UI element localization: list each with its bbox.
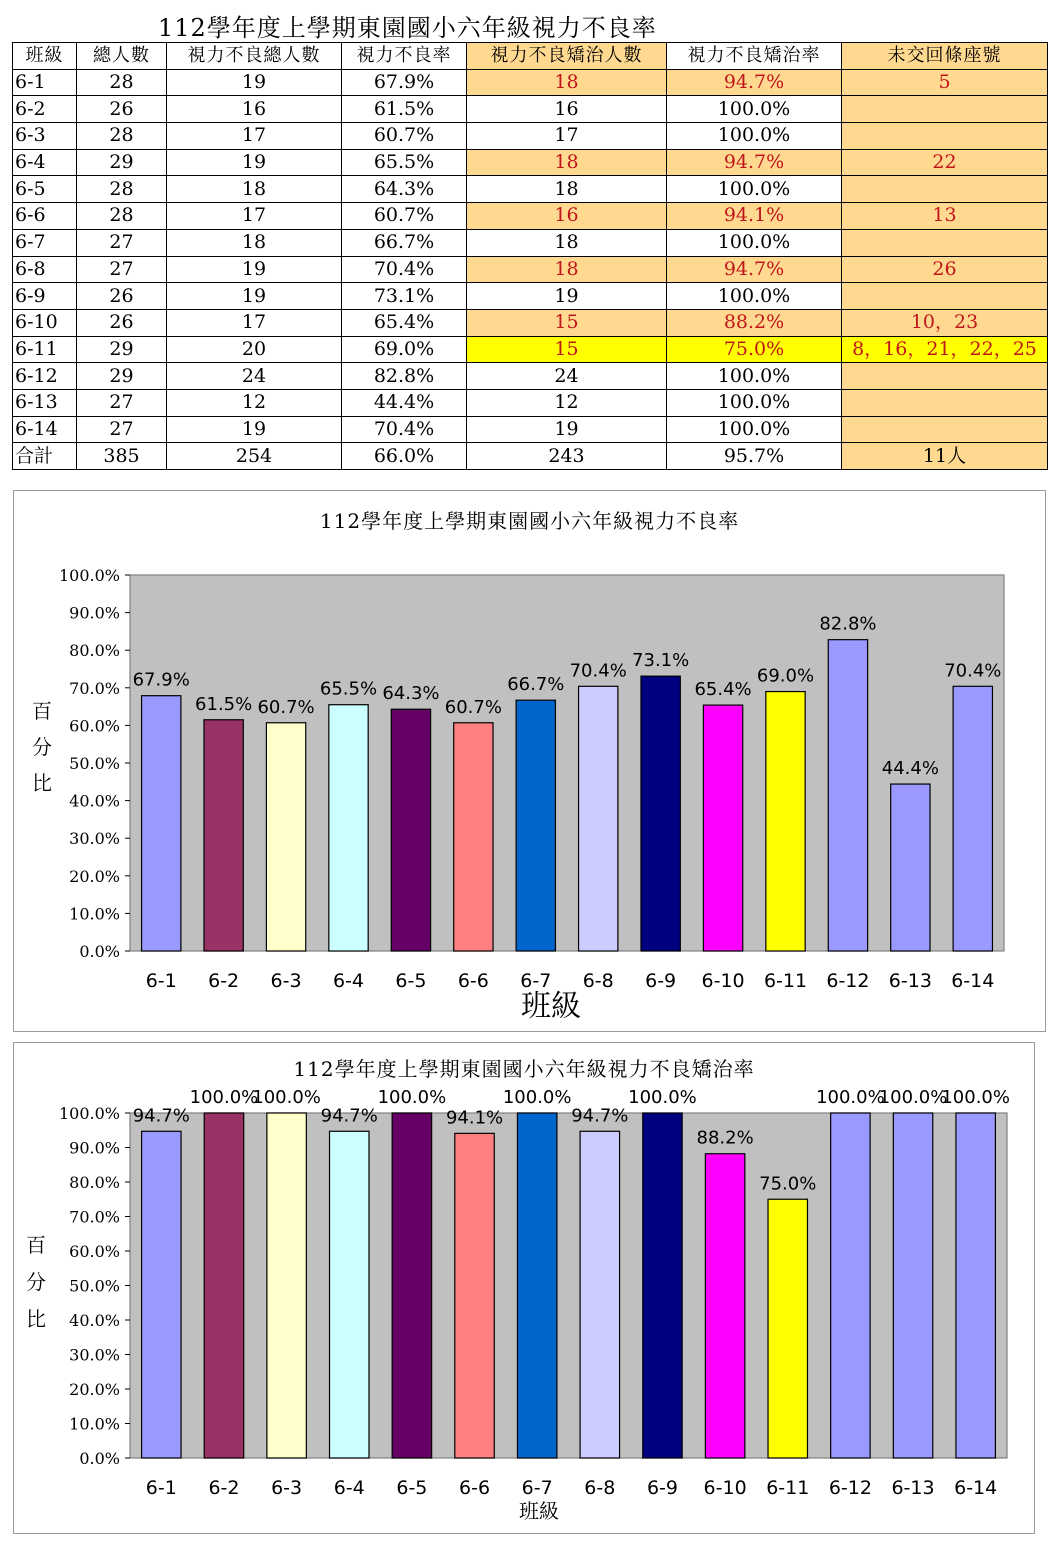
- table-total-row: [13, 443, 1048, 470]
- bar-6-9: [643, 1113, 682, 1458]
- cell-treated-count: 18: [467, 69, 667, 96]
- cell-total: 385: [77, 443, 167, 470]
- y-tick-label: 80.0%: [69, 641, 120, 661]
- chart1-ylabel-char-2: 分: [32, 735, 52, 759]
- cell-treated-count: 15: [467, 309, 667, 336]
- y-tick-label: 100.0%: [58, 1104, 120, 1123]
- cell-poor-count: 254: [167, 443, 342, 470]
- cell-treated-rate: 100.0%: [667, 229, 842, 256]
- cell-poor-rate: 66.7%: [342, 229, 467, 256]
- cell-poor-count: 17: [167, 203, 342, 230]
- bar-6-10: [705, 1154, 744, 1458]
- x-tick-label: 6-1: [145, 1477, 177, 1499]
- chart-treated-rate: [13, 1042, 1035, 1534]
- cell-poor-count: 19: [167, 283, 342, 310]
- data-label: 94.1%: [445, 1107, 504, 1129]
- y-tick-label: 90.0%: [69, 603, 120, 623]
- x-tick-label: 6-10: [703, 1477, 747, 1499]
- cell-class: 6-9: [13, 283, 77, 310]
- cell-missing-seats: 11人: [842, 443, 1048, 470]
- cell-treated-count: 18: [467, 229, 667, 256]
- data-label: 66.7%: [507, 674, 565, 696]
- data-label: 94.7%: [320, 1105, 378, 1127]
- y-tick-label: 50.0%: [69, 754, 120, 773]
- table-row: [13, 389, 1048, 416]
- y-tick-label: 40.0%: [69, 1311, 120, 1330]
- header-treated-rate: 視力不良矯治率: [667, 43, 842, 70]
- table-row: [13, 309, 1048, 336]
- cell-total: 27: [77, 229, 167, 256]
- cell-missing-seats: 22: [842, 149, 1048, 176]
- x-tick-label: 6-6: [457, 970, 489, 992]
- y-tick-label: 10.0%: [69, 904, 120, 924]
- bar-6-14: [956, 1113, 995, 1458]
- chart-poor-rate: [13, 490, 1046, 1032]
- data-label: 94.7%: [571, 1105, 629, 1127]
- x-tick-label: 6-8: [584, 1477, 616, 1499]
- cell-total: 27: [77, 256, 167, 283]
- cell-missing-seats: [842, 416, 1048, 443]
- data-label: 100.0%: [189, 1087, 259, 1108]
- cell-class: 6-4: [13, 149, 77, 176]
- bar-6-2: [204, 720, 243, 951]
- cell-class: 6-12: [13, 363, 77, 390]
- x-tick-label: 6-9: [646, 1477, 678, 1499]
- cell-missing-seats: [842, 229, 1048, 256]
- cell-missing-seats: [842, 363, 1048, 390]
- table-row: [13, 96, 1048, 123]
- cell-poor-count: 19: [167, 416, 342, 443]
- y-tick-label: 10.0%: [69, 1414, 120, 1434]
- cell-total: 28: [77, 69, 167, 96]
- x-tick-label: 6-4: [333, 1477, 365, 1499]
- x-tick-label: 6-7: [520, 970, 552, 992]
- x-tick-label: 6-10: [701, 970, 745, 992]
- data-label: 94.7%: [132, 1105, 190, 1127]
- data-label: 88.2%: [696, 1127, 754, 1149]
- chart2-title: 112學年度上學期東園國小六年級視力不良矯治率: [293, 1057, 755, 1081]
- y-tick-label: 60.0%: [69, 716, 120, 736]
- table-row: [13, 123, 1048, 150]
- y-tick-label: 20.0%: [69, 1380, 120, 1399]
- cell-class: 6-10: [13, 309, 77, 336]
- x-tick-label: 6-7: [521, 1477, 553, 1499]
- x-tick-label: 6-13: [891, 1477, 935, 1499]
- header-total: 總人數: [77, 43, 167, 70]
- x-tick-label: 6-11: [766, 1477, 810, 1499]
- bar-6-9: [641, 676, 680, 951]
- table-row: [13, 229, 1048, 256]
- y-tick-label: 0.0%: [79, 942, 120, 961]
- cell-treated-count: 16: [467, 96, 667, 123]
- vision-table: [12, 42, 1048, 470]
- cell-class: 6-8: [13, 256, 77, 283]
- table-row: [13, 203, 1048, 230]
- cell-treated-count: 16: [467, 203, 667, 230]
- cell-total: 26: [77, 96, 167, 123]
- data-label: 60.7%: [257, 696, 315, 718]
- cell-poor-rate: 69.0%: [342, 336, 467, 363]
- cell-treated-count: 18: [467, 149, 667, 176]
- data-label: 100.0%: [252, 1087, 321, 1108]
- cell-treated-rate: 88.2%: [667, 309, 842, 336]
- y-tick-label: 70.0%: [69, 1207, 120, 1227]
- data-label: 100.0%: [628, 1087, 697, 1108]
- x-tick-label: 6-1: [145, 970, 177, 992]
- bar-6-3: [267, 1113, 306, 1458]
- cell-treated-count: 17: [467, 123, 667, 150]
- y-tick-label: 30.0%: [69, 1345, 120, 1365]
- cell-class: 6-5: [13, 176, 77, 203]
- cell-poor-rate: 73.1%: [342, 283, 467, 310]
- x-axis-label: 班級: [519, 1499, 559, 1523]
- cell-class: 合計: [13, 443, 77, 470]
- cell-treated-count: 24: [467, 363, 667, 390]
- data-label: 73.1%: [632, 650, 690, 672]
- cell-treated-count: 18: [467, 256, 667, 283]
- cell-poor-rate: 82.8%: [342, 363, 467, 390]
- x-tick-label: 6-3: [270, 970, 302, 992]
- cell-treated-count: 19: [467, 416, 667, 443]
- cell-treated-rate: 94.1%: [667, 203, 842, 230]
- y-tick-label: 100.0%: [58, 566, 120, 585]
- bar-6-13: [893, 1113, 932, 1458]
- bar-6-10: [703, 705, 742, 951]
- data-label: 65.4%: [694, 679, 752, 701]
- cell-total: 28: [77, 203, 167, 230]
- data-label: 70.4%: [569, 660, 627, 682]
- cell-poor-rate: 60.7%: [342, 123, 467, 150]
- x-axis-label: 班級: [521, 989, 581, 1024]
- data-label: 100.0%: [502, 1087, 572, 1108]
- bar-6-8: [579, 686, 618, 951]
- cell-treated-rate: 100.0%: [667, 389, 842, 416]
- data-label: 70.4%: [944, 660, 1002, 682]
- x-tick-label: 6-2: [208, 970, 240, 992]
- cell-treated-count: 243: [467, 443, 667, 470]
- data-label: 60.7%: [444, 696, 502, 718]
- x-tick-label: 6-11: [763, 970, 808, 992]
- bar-6-13: [891, 784, 930, 951]
- cell-poor-rate: 65.4%: [342, 309, 467, 336]
- table-row: [13, 283, 1048, 310]
- cell-poor-rate: 65.5%: [342, 149, 467, 176]
- cell-total: 29: [77, 149, 167, 176]
- cell-poor-count: 19: [167, 149, 342, 176]
- page-title: 112學年度上學期東園國小六年級視力不良率: [158, 14, 657, 42]
- cell-poor-rate: 70.4%: [342, 416, 467, 443]
- cell-poor-count: 17: [167, 309, 342, 336]
- cell-total: 28: [77, 176, 167, 203]
- cell-missing-seats: [842, 283, 1048, 310]
- y-tick-label: 60.0%: [69, 1242, 120, 1261]
- cell-missing-seats: [842, 389, 1048, 416]
- cell-poor-rate: 44.4%: [342, 389, 467, 416]
- cell-poor-rate: 67.9%: [342, 69, 467, 96]
- x-tick-label: 6-14: [954, 1477, 998, 1499]
- cell-treated-rate: 94.7%: [667, 256, 842, 283]
- table-row: [13, 149, 1048, 176]
- y-tick-label: 50.0%: [69, 1276, 120, 1296]
- cell-class: 6-2: [13, 96, 77, 123]
- cell-treated-rate: 100.0%: [667, 363, 842, 390]
- chart1-plot: [14, 491, 1045, 1031]
- cell-class: 6-11: [13, 336, 77, 363]
- cell-total: 29: [77, 336, 167, 363]
- x-tick-label: 6-12: [826, 970, 870, 992]
- cell-class: 6-13: [13, 389, 77, 416]
- y-tick-label: 30.0%: [69, 829, 120, 849]
- chart1-ylabel-char-3: 比: [32, 771, 52, 795]
- bar-6-5: [392, 1113, 431, 1458]
- cell-treated-rate: 100.0%: [667, 416, 842, 443]
- header-class: 班級: [13, 43, 77, 70]
- cell-poor-count: 17: [167, 123, 342, 150]
- cell-class: 6-14: [13, 416, 77, 443]
- x-tick-label: 6-4: [332, 970, 365, 992]
- cell-treated-count: 19: [467, 283, 667, 310]
- x-tick-label: 6-5: [395, 970, 427, 992]
- header-poor-count: 視力不良總人數: [167, 43, 342, 70]
- cell-treated-rate: 100.0%: [667, 176, 842, 203]
- cell-total: 29: [77, 363, 167, 390]
- cell-missing-seats: 13: [842, 203, 1048, 230]
- x-tick-label: 6-14: [951, 970, 995, 992]
- bar-6-4: [330, 1131, 369, 1458]
- cell-missing-seats: [842, 123, 1048, 150]
- cell-total: 27: [77, 389, 167, 416]
- cell-poor-count: 19: [167, 69, 342, 96]
- bar-6-8: [580, 1131, 619, 1458]
- chart1-ylabel-char-1: 百: [32, 699, 52, 723]
- cell-missing-seats: [842, 96, 1048, 123]
- cell-missing-seats: 5: [842, 69, 1048, 96]
- y-tick-label: 80.0%: [69, 1173, 120, 1192]
- cell-missing-seats: [842, 176, 1048, 203]
- data-label: 44.4%: [881, 758, 939, 780]
- table-row: [13, 416, 1048, 443]
- bar-6-11: [766, 692, 805, 951]
- cell-treated-rate: 100.0%: [667, 123, 842, 150]
- cell-treated-rate: 100.0%: [667, 96, 842, 123]
- cell-treated-rate: 75.0%: [667, 336, 842, 363]
- table-row: [13, 256, 1048, 283]
- cell-missing-seats: 8，16，21，22，25: [842, 336, 1048, 363]
- bar-6-7: [517, 1113, 556, 1458]
- cell-class: 6-3: [13, 123, 77, 150]
- x-tick-label: 6-5: [396, 1477, 428, 1499]
- data-label: 67.9%: [132, 669, 190, 691]
- table-row: [13, 69, 1048, 96]
- cell-class: 6-1: [13, 69, 77, 96]
- x-tick-label: 6-6: [459, 1477, 491, 1499]
- bar-6-7: [516, 700, 555, 951]
- bar-6-12: [831, 1113, 870, 1458]
- cell-poor-rate: 70.4%: [342, 256, 467, 283]
- cell-poor-rate: 64.3%: [342, 176, 467, 203]
- cell-poor-count: 16: [167, 96, 342, 123]
- cell-poor-count: 18: [167, 229, 342, 256]
- data-label: 100.0%: [941, 1087, 1010, 1108]
- bar-6-14: [953, 686, 992, 951]
- table-row: [13, 336, 1048, 363]
- cell-total: 27: [77, 416, 167, 443]
- data-label: 64.3%: [382, 683, 440, 705]
- cell-treated-rate: 94.7%: [667, 69, 842, 96]
- data-label: 65.5%: [319, 678, 378, 700]
- x-tick-label: 6-13: [888, 970, 932, 992]
- y-tick-label: 90.0%: [69, 1138, 120, 1158]
- data-label: 75.0%: [759, 1173, 817, 1195]
- chart1-title: 112學年度上學期東園國小六年級視力不良率: [319, 509, 740, 533]
- table-header-row: [13, 43, 1048, 70]
- y-tick-label: 20.0%: [69, 866, 120, 886]
- bar-6-4: [329, 705, 368, 951]
- chart2-ylabel-char-2: 分: [26, 1270, 46, 1294]
- cell-poor-rate: 66.0%: [342, 443, 467, 470]
- header-poor-rate: 視力不良率: [342, 43, 467, 70]
- cell-poor-count: 18: [167, 176, 342, 203]
- header-missing-seats: 未交回條座號: [842, 43, 1048, 70]
- bar-6-6: [454, 723, 493, 951]
- bar-6-1: [142, 1131, 181, 1458]
- y-tick-label: 40.0%: [69, 791, 120, 811]
- cell-treated-rate: 100.0%: [667, 283, 842, 310]
- table-row: [13, 176, 1048, 203]
- cell-poor-count: 24: [167, 363, 342, 390]
- data-label: 82.8%: [819, 613, 877, 635]
- bar-6-11: [768, 1199, 807, 1458]
- cell-treated-count: 15: [467, 336, 667, 363]
- x-tick-label: 6-3: [271, 1477, 303, 1499]
- cell-class: 6-6: [13, 203, 77, 230]
- cell-poor-count: 19: [167, 256, 342, 283]
- bar-6-2: [204, 1113, 243, 1458]
- chart2-ylabel-char-3: 比: [26, 1307, 46, 1331]
- bar-6-3: [266, 723, 305, 951]
- chart2-ylabel-char-1: 百: [26, 1233, 46, 1257]
- cell-treated-count: 18: [467, 176, 667, 203]
- cell-class: 6-7: [13, 229, 77, 256]
- bar-6-6: [455, 1133, 494, 1458]
- cell-poor-rate: 61.5%: [342, 96, 467, 123]
- data-label: 100.0%: [878, 1087, 948, 1108]
- y-tick-label: 70.0%: [69, 678, 120, 698]
- x-tick-label: 6-8: [582, 970, 614, 992]
- data-label: 61.5%: [195, 693, 253, 715]
- cell-total: 26: [77, 283, 167, 310]
- x-tick-label: 6-9: [645, 970, 677, 992]
- data-label: 100.0%: [816, 1087, 885, 1108]
- cell-poor-count: 12: [167, 389, 342, 416]
- cell-missing-seats: 10，23: [842, 309, 1048, 336]
- cell-treated-count: 12: [467, 389, 667, 416]
- bar-6-5: [391, 709, 430, 951]
- table-row: [13, 363, 1048, 390]
- cell-missing-seats: 26: [842, 256, 1048, 283]
- data-label: 100.0%: [377, 1087, 447, 1108]
- bar-6-12: [828, 640, 867, 951]
- cell-total: 28: [77, 123, 167, 150]
- cell-poor-rate: 60.7%: [342, 203, 467, 230]
- x-tick-label: 6-12: [828, 1477, 872, 1499]
- cell-treated-rate: 94.7%: [667, 149, 842, 176]
- cell-poor-count: 20: [167, 336, 342, 363]
- cell-total: 26: [77, 309, 167, 336]
- chart2-plot: [14, 1043, 1034, 1533]
- cell-treated-rate: 95.7%: [667, 443, 842, 470]
- data-label: 69.0%: [756, 665, 815, 687]
- header-treated-count: 視力不良矯治人數: [467, 43, 667, 70]
- x-tick-label: 6-2: [208, 1477, 240, 1499]
- plot-area: [130, 1113, 1007, 1458]
- y-tick-label: 0.0%: [79, 1449, 120, 1468]
- bar-6-1: [142, 696, 181, 951]
